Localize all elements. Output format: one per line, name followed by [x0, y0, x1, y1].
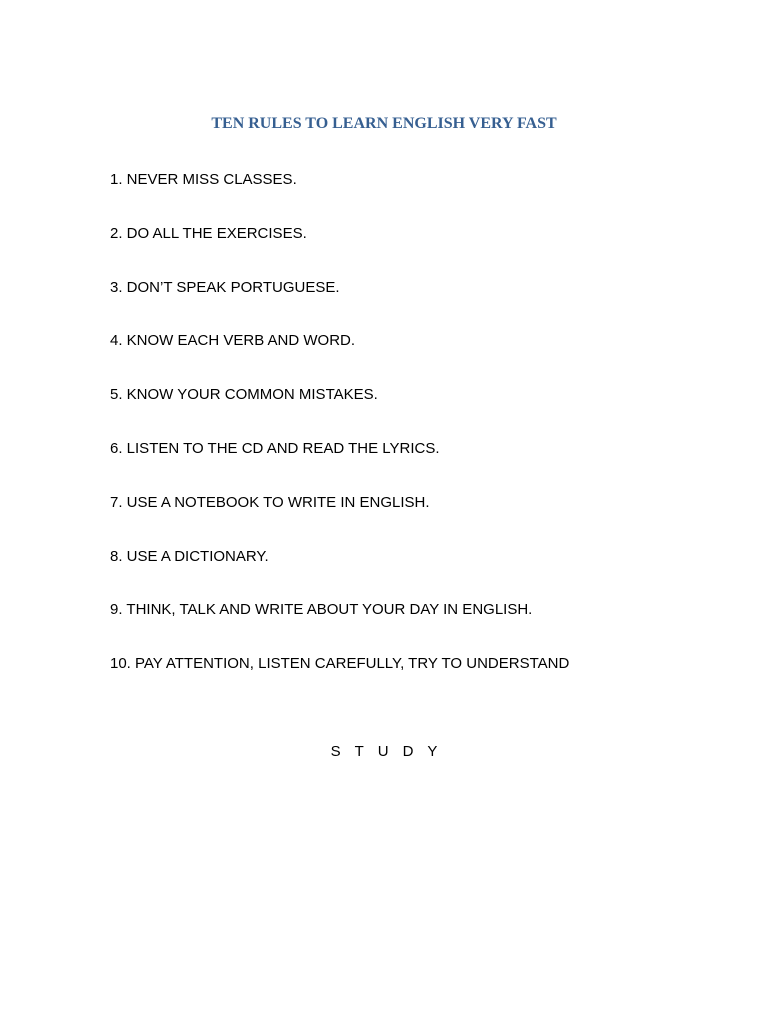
rule-item-6: 6. LISTEN TO THE CD AND READ THE LYRICS. [110, 439, 440, 457]
rule-item-5: 5. KNOW YOUR COMMON MISTAKES. [110, 386, 378, 404]
rule-item-10: 10. PAY ATTENTION, LISTEN CAREFULLY, TRY TO UNDERSTAND [110, 655, 570, 673]
rule-item-9: 9. THINK, TALK AND WRITE ABOUT YOUR DAY IN ENGLISH. [110, 601, 533, 619]
rule-item-2: 2. DO ALL THE EXERCISES. [110, 224, 307, 242]
rule-item-3: 3. DON’T SPEAK PORTUGUESE. [110, 278, 340, 296]
rule-item-8: 8. USE A DICTIONARY. [110, 547, 269, 565]
rule-item-1: 1. NEVER MISS CLASSES. [110, 171, 297, 188]
rule-item-4: 4. KNOW EACH VERB AND WORD. [110, 332, 356, 350]
closing-word: STUDY [330, 743, 452, 760]
rule-item-7: 7. USE A NOTEBOOK TO WRITE IN ENGLISH. [110, 493, 430, 511]
page-title: TEN RULES TO LEARN ENGLISH VERY FAST [211, 115, 557, 132]
rules-list [110, 170, 730, 708]
